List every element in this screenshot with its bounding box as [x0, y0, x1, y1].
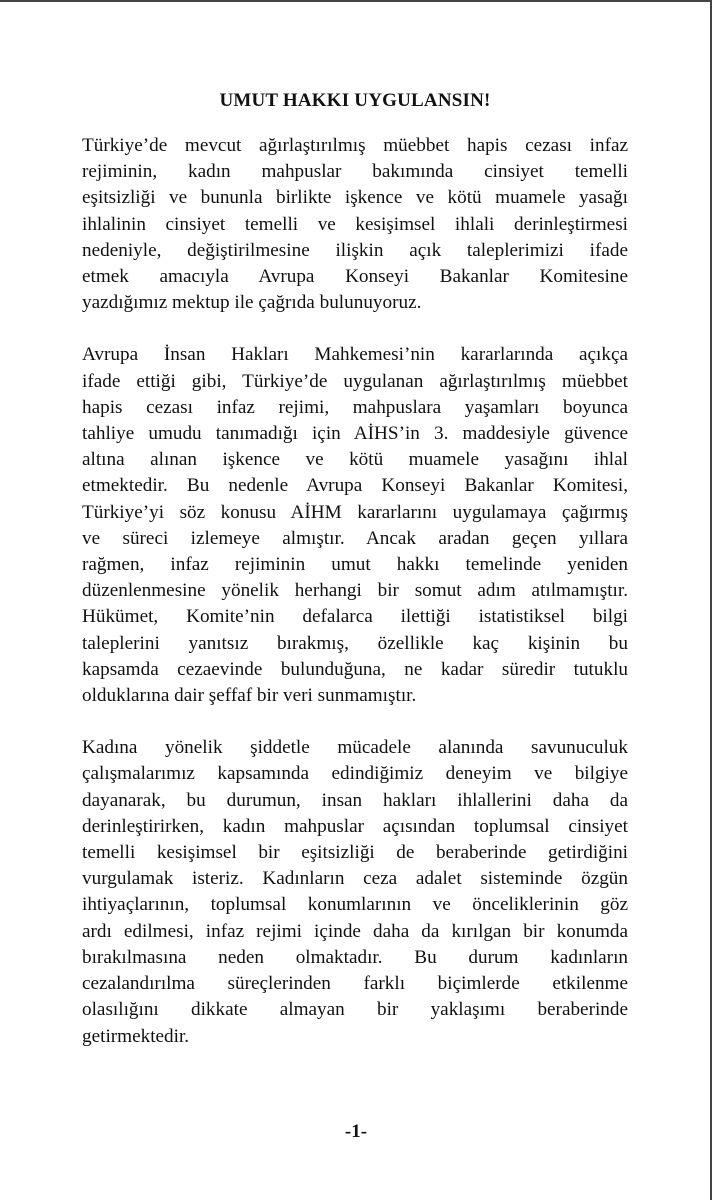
text-line: Avrupa İnsan Hakları Mahkemesi’nin kararlarında açıkça	[82, 344, 628, 366]
text-line: olduklarına dair şeffaf bir veri sunmamıştır.	[82, 685, 417, 707]
text-line: çalışmalarımız kapsamında edindiğimiz deneyim ve bilgiye	[82, 763, 628, 785]
text-line: tahliye umudu tanımadığı için AİHS’in 3. maddesiyle güvence	[82, 423, 628, 445]
text-line: etmek amacıyla Avrupa Konseyi Bakanlar Komitesine	[82, 266, 628, 288]
paragraphs-container	[82, 133, 628, 1050]
text-line: Hükümet, Komite’nin defalarca ilettiği istatistiksel bilgi	[82, 606, 628, 628]
paragraph-3	[82, 735, 628, 1049]
text-line: ihtiyaçlarının, toplumsal konumlarının ve önceliklerinin göz	[82, 894, 628, 916]
text-line: Türkiye’yi söz konusu AİHM kararlarını uygulamaya çağırmış	[82, 501, 628, 523]
text-line: nedeniyle, değiştirilmesine ilişkin açık taleplerimizi ifade	[82, 239, 628, 261]
text-line: ardı edilmesi, infaz rejimi içinde daha da kırılgan bir konumda	[82, 920, 628, 942]
text-line: Türkiye’de mevcut ağırlaştırılmış müebbet hapis cezası infaz	[82, 135, 628, 156]
text-line: rağmen, infaz rejiminin umut hakkı temelinde yeniden	[82, 554, 628, 576]
text-line: getirmektedir.	[82, 1025, 190, 1047]
text-line: temelli kesişimsel bir eşitsizliği de beraberinde getirdiğini	[82, 842, 628, 864]
text-line: cezalandırılma süreçlerinden farklı biçimlerde etkilenme	[82, 973, 628, 995]
text-line: yazdığımız mektup ile çağrıda bulunuyoruz.	[82, 292, 422, 314]
paragraph-2	[82, 342, 628, 709]
text-line: Kadına yönelik şiddetle mücadele alanında savunuculuk	[82, 737, 628, 759]
text-line: rejiminin, kadın mahpuslar bakımında cinsiyet temelli	[82, 161, 628, 183]
text-line: düzenlenmesine yönelik herhangi bir somut adım atılmamıştır.	[82, 580, 628, 602]
text-line: ifade ettiği gibi, Türkiye’de uygulanan ağırlaştırılmış müebbet	[82, 370, 628, 392]
text-line: bırakılmasına neden olmaktadır. Bu durum kadınların	[82, 946, 628, 968]
text-line: ihlalinin cinsiyet temelli ve kesişimsel ihlali derinleştirmesi	[82, 213, 628, 235]
text-line: altına alınan işkence ve kötü muamele yasağını ihlal	[82, 449, 628, 471]
text-line: kapsamda cezaevinde bulunduğuna, ne kadar süredir tutuklu	[82, 658, 628, 680]
text-line: olasılığını dikkate almayan bir yaklaşımı beraberinde	[82, 999, 628, 1021]
document-body	[82, 88, 628, 1076]
text-line: etmektedir. Bu nedenle Avrupa Konseyi Bakanlar Komitesi,	[82, 475, 628, 497]
text-line: eşitsizliği ve bununla birlikte işkence ve kötü muamele yasağı	[82, 187, 628, 209]
text-line: ve süreci izlemeye almıştır. Ancak aradan geçen yıllara	[82, 527, 628, 549]
text-line: dayanarak, bu durumun, insan hakları ihlallerini daha da	[82, 789, 628, 811]
paragraph-1	[82, 133, 628, 316]
text-line: derinleştirirken, kadın mahpuslar açısından toplumsal cinsiyet	[82, 815, 628, 837]
text-line: hapis cezası infaz rejimi, mahpuslara yaşamları boyunca	[82, 396, 628, 418]
text-line: taleplerini yanıtsız bırakmış, özellikle kaç kişinin bu	[82, 632, 628, 654]
text-line: vurgulamak isteriz. Kadınların ceza adalet sisteminde özgün	[82, 868, 628, 890]
document-title: UMUT HAKKI UYGULANSIN!	[219, 90, 491, 111]
page-number: -1-	[344, 1121, 368, 1142]
